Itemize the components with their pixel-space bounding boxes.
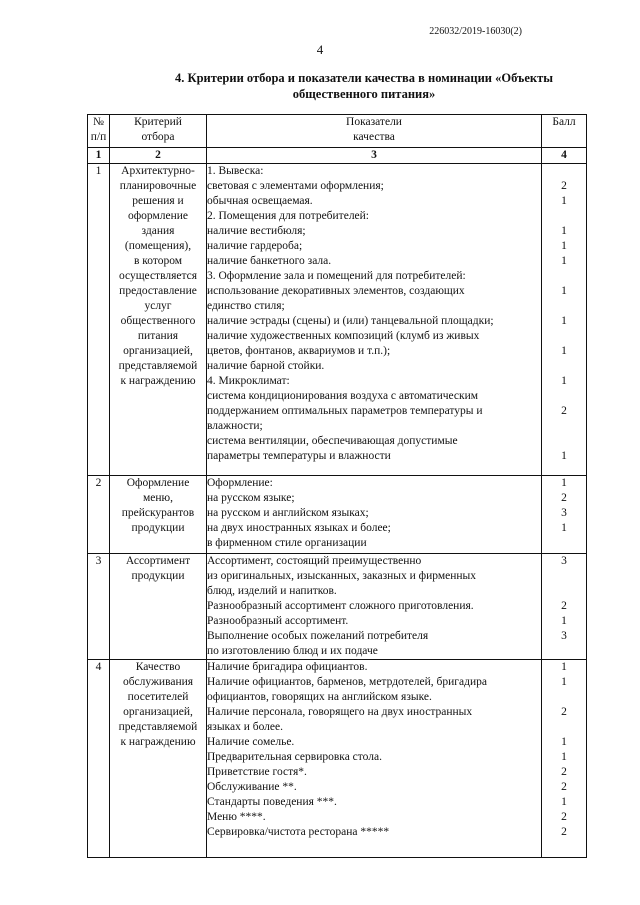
row-scores — [542, 554, 587, 660]
header-indicators-line: качества — [353, 131, 395, 143]
score-value: 3 — [561, 555, 567, 567]
score-value: 2 — [561, 492, 567, 504]
score-value: 2 — [561, 766, 567, 778]
score-value: 1 — [561, 736, 567, 748]
indicator-line: Наличие сомелье. — [207, 736, 295, 748]
criterion-line: осуществляется — [118, 270, 198, 282]
indicator-line: 4. Микроклимат: — [207, 375, 290, 387]
row-criterion — [110, 554, 207, 660]
score-value: 2 — [561, 811, 567, 823]
indicator-line: блюд, изделий и напитков. — [207, 585, 337, 597]
column-number: 2 — [110, 148, 207, 164]
indicator-line: 2. Помещения для потребителей: — [207, 210, 370, 222]
indicator-line: 3. Оформление зала и помещений для потребителей: — [207, 270, 466, 282]
indicator-line: Наличие персонала, говорящего на двух иностранных — [207, 706, 473, 718]
indicator-line: световая с элементами оформления; — [207, 180, 384, 192]
indicator-line: влажности; — [207, 420, 263, 432]
score-value: 3 — [561, 630, 567, 642]
criterion-line: продукции — [131, 522, 185, 534]
score-value: 2 — [561, 826, 567, 838]
indicator-line: система кондиционирования воздуха с автоматическим — [207, 390, 479, 402]
header-criterion-line: отбора — [141, 131, 175, 143]
indicator-line: наличие гардероба; — [207, 240, 303, 252]
score-value: 2 — [561, 706, 567, 718]
header-indicators-line: Показатели — [346, 116, 402, 128]
indicator-line: Сервировка/чистота ресторана ***** — [207, 826, 390, 838]
criterion-line: обслуживания — [122, 676, 194, 688]
score-value — [542, 209, 586, 224]
score-value — [542, 164, 586, 179]
score-value: 1 — [561, 477, 567, 489]
section-title-line-1: 4. Критерии отбора и показатели качества в номинации «Объекты — [175, 71, 553, 85]
criterion-line: Оформление — [126, 477, 190, 489]
criterion-line: к награждению — [120, 375, 196, 387]
score-value: 2 — [561, 600, 567, 612]
indicator-line: Обслуживание **. — [207, 781, 297, 793]
criterion-line: здания — [141, 225, 175, 237]
row-number: 3 — [88, 554, 110, 660]
criterion-line: общественного — [120, 315, 196, 327]
header-indicators — [207, 115, 542, 148]
score-value: 2 — [561, 180, 567, 192]
indicator-line: Разнообразный ассортимент сложного приготовления. — [207, 600, 474, 612]
score-value: 1 — [561, 450, 567, 462]
criterion-line: решения и — [132, 195, 184, 207]
indicator-line: наличие вестибюля; — [207, 225, 306, 237]
table-row — [88, 476, 587, 554]
row-criterion — [110, 476, 207, 554]
indicator-line: Предварительная сервировка стола. — [207, 751, 382, 763]
column-number: 3 — [207, 148, 542, 164]
score-value: 1 — [561, 676, 567, 688]
indicator-line: Наличие бригадира официантов. — [207, 661, 368, 673]
criterion-line: продукции — [131, 570, 185, 582]
header-criterion — [110, 115, 207, 148]
score-value — [542, 536, 586, 551]
header-number-line: № — [93, 116, 104, 128]
score-value: 1 — [561, 615, 567, 627]
section-title-line-2: общественного питания» — [292, 87, 436, 101]
score-value — [542, 329, 586, 344]
indicator-line: наличие банкетного зала. — [207, 255, 332, 267]
score-value — [542, 419, 586, 434]
header-number-line: п/п — [90, 131, 107, 143]
indicator-line: Приветствие гостя*. — [207, 766, 307, 778]
indicator-line: Меню ****. — [207, 811, 266, 823]
table-header-row — [88, 115, 587, 148]
score-value: 1 — [561, 285, 567, 297]
criterion-line: прейскурантов — [121, 507, 195, 519]
indicator-line: Стандарты поведения ***. — [207, 796, 337, 808]
indicator-line: наличие эстрады (сцены) и (или) танцевальной площадки; — [207, 315, 494, 327]
indicator-line: 1. Вывеска: — [207, 165, 264, 177]
criterion-line: Архитектурно- — [121, 165, 195, 177]
row-number: 2 — [88, 476, 110, 554]
indicator-line: на русском языке; — [207, 492, 295, 504]
indicator-line: наличие художественных композиций (клумб из живых — [207, 330, 480, 342]
column-numbers-row — [88, 148, 587, 164]
indicator-line: Ассортимент, состоящий преимущественно — [207, 555, 422, 567]
table-row — [88, 554, 587, 660]
score-value: 1 — [561, 375, 567, 387]
score-value — [542, 584, 586, 599]
criterion-line: питания — [137, 330, 179, 342]
row-scores — [542, 476, 587, 554]
row-criterion — [110, 164, 207, 476]
score-value — [542, 690, 586, 705]
score-value — [542, 359, 586, 374]
score-value — [542, 269, 586, 284]
criterion-line: предоставление — [119, 285, 197, 297]
header-number — [88, 115, 110, 148]
score-value: 2 — [561, 405, 567, 417]
row-indicators — [207, 554, 542, 660]
indicator-line: система вентиляции, обеспечивающая допустимые — [207, 435, 458, 447]
criterion-line: Ассортимент — [125, 555, 191, 567]
score-value: 1 — [561, 751, 567, 763]
table-row — [88, 660, 587, 858]
indicator-line: на двух иностранных языках и более; — [207, 522, 391, 534]
row-number: 4 — [88, 660, 110, 858]
criterion-line: организацией, — [123, 345, 193, 357]
row-indicators — [207, 660, 542, 858]
section-title — [150, 70, 578, 102]
indicator-line: единство стиля; — [207, 300, 285, 312]
score-value: 1 — [561, 522, 567, 534]
indicator-line: из оригинальных, изысканных, заказных и фирменных — [207, 570, 476, 582]
row-criterion — [110, 660, 207, 858]
indicator-line: поддержанием оптимальных параметров температуры и — [207, 405, 483, 417]
header-criterion-line: Критерий — [134, 116, 182, 128]
score-value: 1 — [561, 195, 567, 207]
score-value: 2 — [561, 781, 567, 793]
indicator-line: параметры температуры и влажности — [207, 450, 391, 462]
table-row — [88, 164, 587, 476]
score-value: 1 — [561, 225, 567, 237]
header-score: Балл — [542, 115, 587, 148]
indicator-line: Оформление: — [207, 477, 273, 489]
row-number: 1 — [88, 164, 110, 476]
score-value: 1 — [561, 661, 567, 673]
score-value: 1 — [561, 255, 567, 267]
indicator-line: языках и более. — [207, 721, 284, 733]
document-number: 226032/2019-16030(2) — [429, 26, 522, 37]
indicator-line: использование декоративных элементов, создающих — [207, 285, 465, 297]
criterion-line: планировочные — [119, 180, 197, 192]
criterion-line: Качество — [135, 661, 181, 673]
page-number: 4 — [316, 42, 324, 57]
indicator-line: на русском и английском языках; — [207, 507, 369, 519]
criterion-line: услуг — [144, 300, 172, 312]
row-scores — [542, 164, 587, 476]
criterion-line: посетителей — [127, 691, 189, 703]
score-value — [542, 299, 586, 314]
criterion-line: (помещения), — [124, 240, 192, 252]
indicator-line: официантов, говорящих на английском языке. — [207, 691, 432, 703]
score-value — [542, 434, 586, 449]
criterion-line: представляемой — [118, 721, 198, 733]
criterion-line: в котором — [133, 255, 183, 267]
criterion-line: организацией, — [123, 706, 193, 718]
column-number: 4 — [542, 148, 587, 164]
indicator-line: обычная освещаемая. — [207, 195, 313, 207]
score-value: 1 — [561, 240, 567, 252]
indicator-line: Выполнение особых пожеланий потребителя — [207, 630, 429, 642]
score-value: 1 — [561, 315, 567, 327]
criterion-line: представляемой — [118, 360, 198, 372]
score-value: 1 — [561, 796, 567, 808]
score-value — [542, 720, 586, 735]
criteria-table — [87, 114, 587, 858]
column-number: 1 — [88, 148, 110, 164]
criterion-line: меню, — [142, 492, 173, 504]
criterion-line: к награждению — [120, 736, 196, 748]
indicator-line: Разнообразный ассортимент. — [207, 615, 349, 627]
row-scores — [542, 660, 587, 858]
indicator-line: по изготовлению блюд и их подаче — [207, 645, 378, 657]
indicator-line: в фирменном стиле организации — [207, 537, 367, 549]
score-value: 1 — [561, 345, 567, 357]
score-value — [542, 644, 586, 659]
score-value: 3 — [561, 507, 567, 519]
indicator-line: наличие барной стойки. — [207, 360, 325, 372]
row-indicators — [207, 476, 542, 554]
criterion-line: оформление — [127, 210, 189, 222]
indicator-line: цветов, фонтанов, аквариумов и т.п.); — [207, 345, 391, 357]
score-value — [542, 569, 586, 584]
score-value — [542, 389, 586, 404]
row-indicators — [207, 164, 542, 476]
indicator-line: Наличие официантов, барменов, метрдотелей, бригадира — [207, 676, 487, 688]
